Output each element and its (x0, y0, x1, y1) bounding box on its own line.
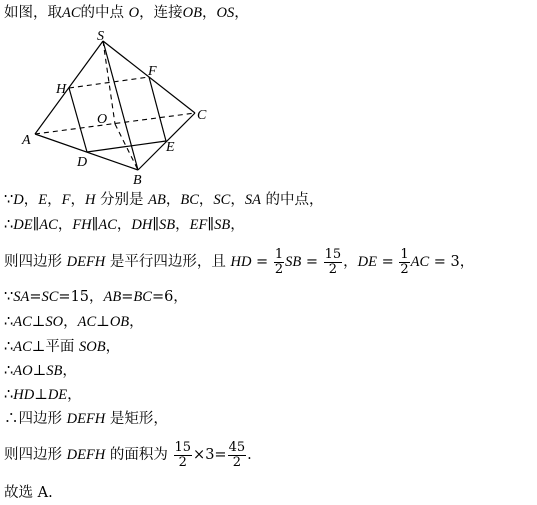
perp-symbol: ⊥ (34, 387, 48, 403)
comma: ， (230, 217, 245, 233)
text: =15， (58, 289, 104, 305)
seg-os: OS (216, 5, 235, 21)
text: 的面积为 (105, 447, 173, 463)
edge-hd (69, 88, 87, 152)
seg-ao: AO (13, 363, 33, 379)
seg-sb: SB (46, 363, 63, 379)
seg-ef: EF (189, 217, 208, 233)
seg-ac: AC (77, 314, 97, 330)
pyramid-figure (0, 0, 240, 190)
perp-symbol: ⊥ (32, 363, 47, 379)
parallel-symbol: ∥ (32, 217, 40, 233)
seg-ac: AC (410, 254, 430, 270)
equals: = (376, 254, 399, 270)
line-parallelogram (4, 247, 474, 277)
text: ×3= (193, 447, 227, 463)
text: 是平行四边形，且 (105, 254, 231, 270)
comma: ， (105, 339, 121, 355)
equals: = (251, 254, 273, 270)
text: = 3， (429, 254, 475, 270)
parallel-symbol: ∥ (207, 217, 215, 233)
comma: ， (63, 314, 78, 330)
seg-sc: SC (213, 192, 231, 208)
point-o: O (128, 5, 140, 21)
equals: = (29, 289, 42, 305)
line-rectangle (4, 410, 168, 428)
line-area (4, 440, 252, 470)
label-e: E (166, 140, 175, 155)
label-h: H (56, 82, 67, 97)
comma: ， (129, 314, 144, 330)
seg-ob: OB (109, 314, 130, 330)
text: 分别是 (95, 192, 149, 208)
text: 的中点， (260, 192, 324, 208)
fraction-15-2 (324, 248, 343, 277)
comma: ， (165, 192, 181, 208)
label-f: F (148, 64, 157, 79)
quad-defh: DEFH (66, 447, 106, 463)
label-a: A (22, 133, 31, 148)
seg-sb: SB (214, 217, 231, 233)
seg-bc: BC (133, 289, 152, 305)
seg-ac: AC (98, 217, 117, 233)
denominator: 2 (274, 261, 284, 277)
line-perp2 (4, 362, 77, 380)
plane-sob: SOB (79, 339, 106, 355)
numerator: 45 (228, 439, 246, 455)
therefore-symbol: ∴ (4, 314, 14, 330)
because-symbol: ∵ (4, 192, 14, 208)
fraction-half (274, 248, 284, 277)
fraction-45-2 (228, 441, 247, 470)
comma: ， (175, 217, 190, 233)
line-perp3 (4, 386, 82, 404)
seg-de: DE (13, 217, 33, 233)
line-parallels (4, 216, 245, 234)
comma: ， (201, 5, 217, 21)
comma: ， (198, 192, 214, 208)
seg-ac: AC (62, 5, 81, 21)
line-lengths (4, 288, 188, 306)
perp-symbol: ⊥ (96, 314, 110, 330)
comma: ， (234, 5, 249, 21)
seg-ac: AC (13, 314, 32, 330)
period: . (247, 447, 252, 463)
text: ⊥平面 (31, 339, 80, 355)
seg-fh: FH (72, 217, 92, 233)
denominator: 2 (232, 454, 241, 470)
label-o: O (97, 112, 108, 127)
intro-text: 如图，取 (4, 5, 62, 21)
edge-sb (103, 41, 138, 170)
edge-ef (149, 77, 166, 141)
parallel-symbol: ∥ (91, 217, 99, 233)
seg-sa: SA (13, 289, 30, 305)
denominator: 2 (328, 261, 337, 277)
label-s: S (97, 29, 104, 44)
edge-hf-hidden (69, 77, 149, 88)
seg-sa: SA (244, 192, 261, 208)
comma: ， (62, 363, 77, 379)
comma: ， (230, 192, 245, 208)
intro-text-mid: 的中点 (80, 5, 125, 21)
text: 是矩形， (105, 411, 168, 427)
seg-de: DE (357, 254, 377, 270)
quad-defh: DEFH (66, 411, 106, 427)
comma: ， (343, 254, 358, 270)
equals: = (301, 254, 323, 270)
line-perp1 (4, 313, 144, 331)
text: ∴四边形 (4, 411, 67, 427)
quad-defh: DEFH (66, 254, 106, 270)
point-f: F (61, 192, 71, 208)
text: 则四边形 (4, 254, 67, 270)
text: 则四边形 (4, 447, 67, 463)
point-d: D (13, 192, 24, 208)
label-c: C (197, 108, 207, 123)
seg-ac: AC (39, 217, 58, 233)
comma: ， (47, 192, 62, 208)
seg-dh: DH (131, 217, 153, 233)
numerator: 15 (324, 246, 342, 262)
point-e: E (38, 192, 48, 208)
therefore-symbol: ∴ (4, 217, 14, 233)
seg-ac: AC (13, 339, 32, 355)
denominator: 2 (400, 261, 409, 277)
line-midpoints (4, 191, 324, 209)
text: =6， (151, 289, 188, 305)
answer-text: 故选 A. (4, 485, 53, 501)
intro-text-connect: ，连接 (139, 5, 183, 21)
point-h: H (84, 192, 96, 208)
comma: ， (23, 192, 39, 208)
seg-sb: SB (285, 254, 302, 270)
line-answer (4, 484, 53, 502)
seg-sc: SC (41, 289, 59, 305)
label-d: D (77, 155, 88, 170)
therefore-symbol: ∴ (4, 339, 14, 355)
line-perp-plane (4, 338, 120, 356)
perp-symbol: ⊥ (31, 314, 46, 330)
parallel-symbol: ∥ (152, 217, 160, 233)
fraction-15-2 (174, 441, 193, 470)
comma: ， (116, 217, 132, 233)
comma: ， (70, 192, 85, 208)
therefore-symbol: ∴ (4, 363, 14, 379)
seg-ab: AB (148, 192, 166, 208)
numerator: 15 (174, 439, 192, 455)
edge-de (87, 141, 166, 152)
seg-so: SO (45, 314, 64, 330)
denominator: 2 (178, 454, 187, 470)
equals: = (121, 289, 134, 305)
seg-hd: HD (230, 254, 252, 270)
numerator: 1 (274, 246, 284, 262)
comma: ， (67, 387, 82, 403)
comma: ， (57, 217, 73, 233)
because-symbol: ∵ (4, 289, 14, 305)
seg-sb: SB (159, 217, 176, 233)
therefore-symbol: ∴ (4, 387, 14, 403)
label-b: B (133, 173, 142, 188)
seg-de: DE (47, 387, 68, 403)
seg-ab: AB (103, 289, 122, 305)
seg-bc: BC (180, 192, 199, 208)
numerator: 1 (400, 246, 409, 262)
seg-ob: OB (182, 5, 202, 21)
fraction-half (399, 248, 409, 277)
seg-hd: HD (13, 387, 35, 403)
